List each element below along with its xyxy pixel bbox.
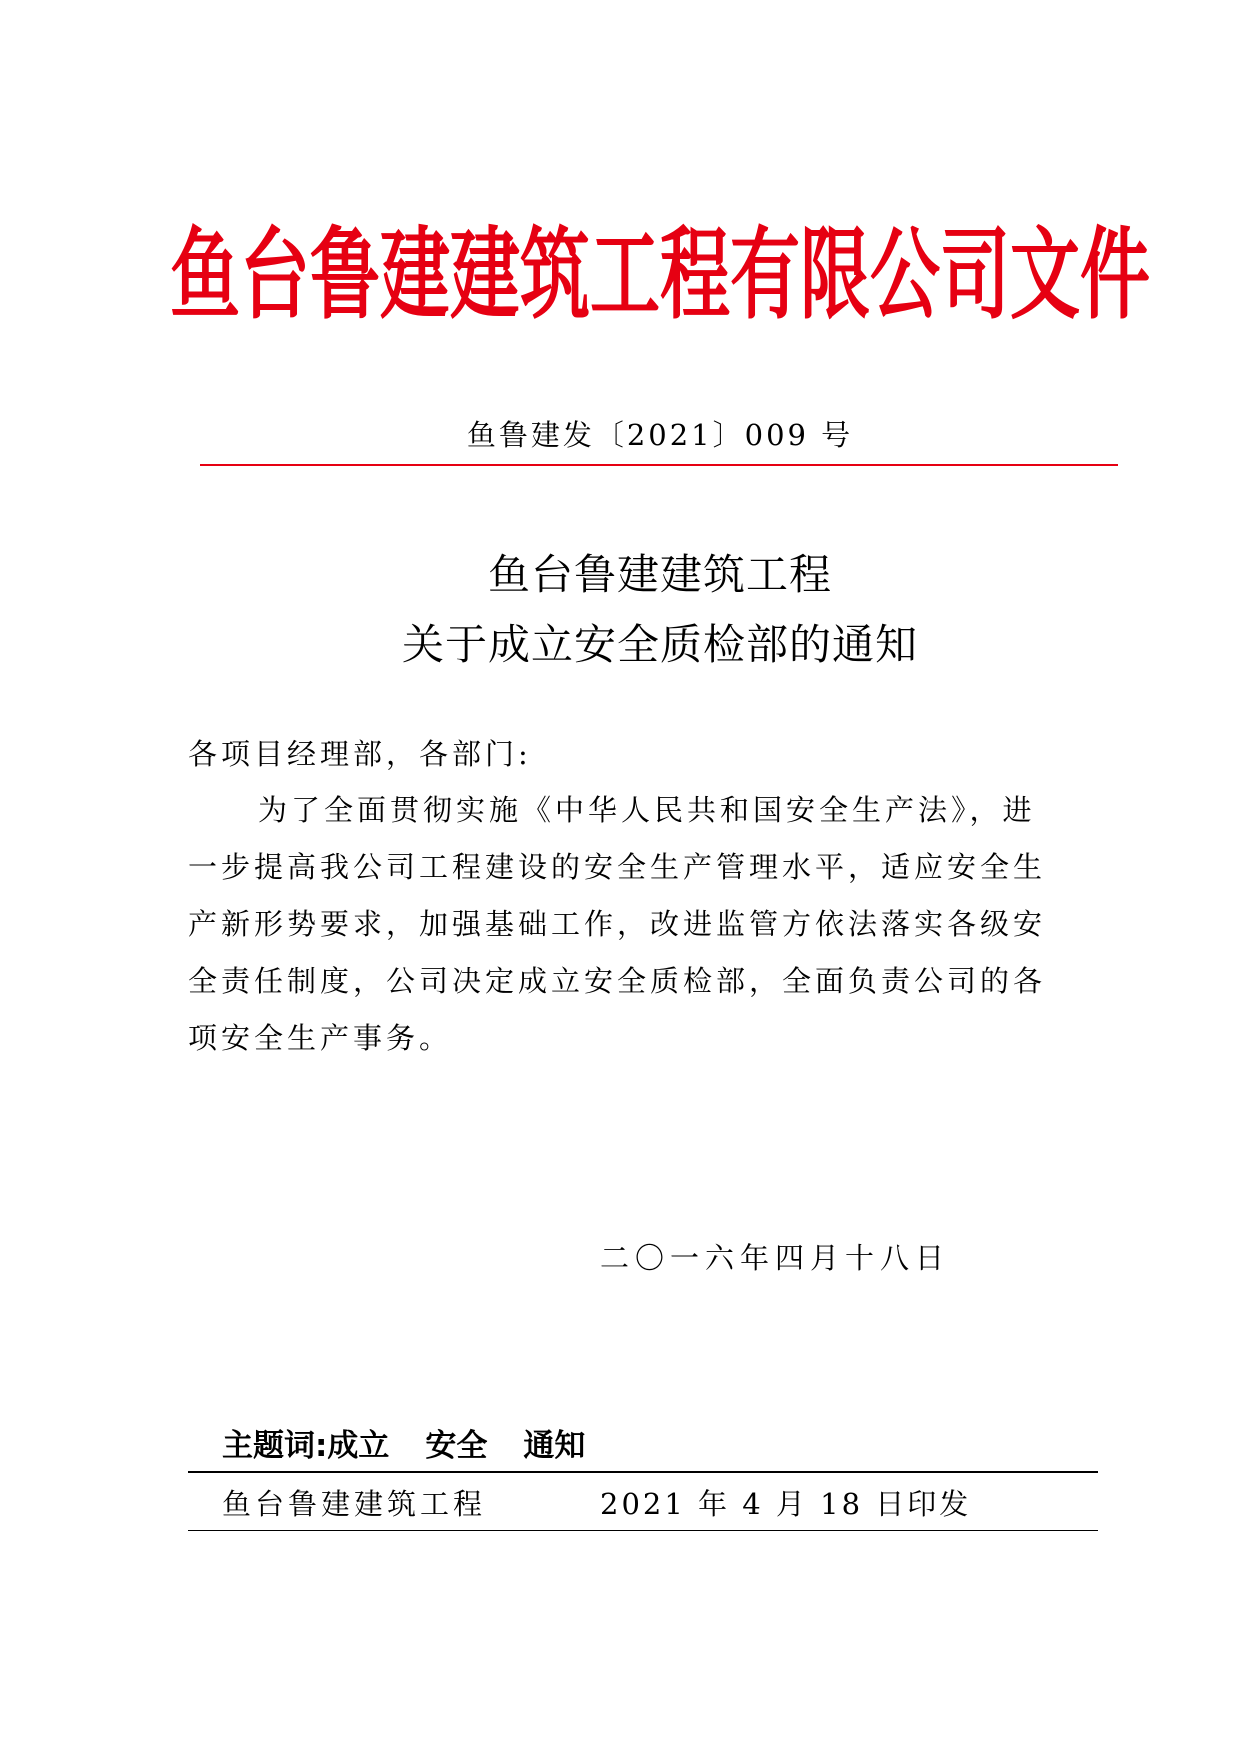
addressee: 各项目经理部，各部门:: [188, 737, 532, 771]
footer-rule-bottom: [188, 1530, 1098, 1531]
notice-title-line-1: 鱼台鲁建建筑工程: [487, 550, 832, 599]
red-separator-rule: [200, 464, 1118, 466]
body-paragraph: [188, 782, 1048, 1067]
keywords-label: 主题词:: [222, 1428, 328, 1464]
keyword-item: 通知: [523, 1428, 586, 1464]
footer-rule-top: [188, 1471, 1098, 1473]
keyword-item: 成立: [327, 1428, 390, 1464]
footer-issue-date: 2021 年 4 月 18 日印发: [600, 1487, 972, 1521]
body-line: 一步提高我公司工程建设的安全生产管理水平，适应安全生: [188, 850, 1047, 884]
footer-issuer: 鱼台鲁建建筑工程: [222, 1487, 487, 1521]
document-number: 鱼鲁建发〔2021〕009 号: [466, 418, 854, 452]
subject-keywords: [222, 1420, 621, 1465]
body-line: 产新形势要求，加强基础工作，改进监管方依法落实各级安: [188, 907, 1047, 941]
keyword-item: 安全: [425, 1428, 488, 1464]
signing-date: 二〇一六年四月十八日: [600, 1241, 951, 1275]
body-line: 为了全面贯彻实施《中华人民共和国安全生产法》，进: [258, 793, 1036, 827]
body-line: 全责任制度，公司决定成立安全质检部，全面负责公司的各: [188, 964, 1047, 998]
notice-title: [200, 540, 1120, 680]
body-line: 项安全生产事务。: [188, 1021, 453, 1055]
notice-title-line-2: 关于成立安全质检部的通知: [401, 620, 918, 669]
masthead-title: 鱼台鲁建建筑工程有限公司文件: [170, 216, 1150, 334]
